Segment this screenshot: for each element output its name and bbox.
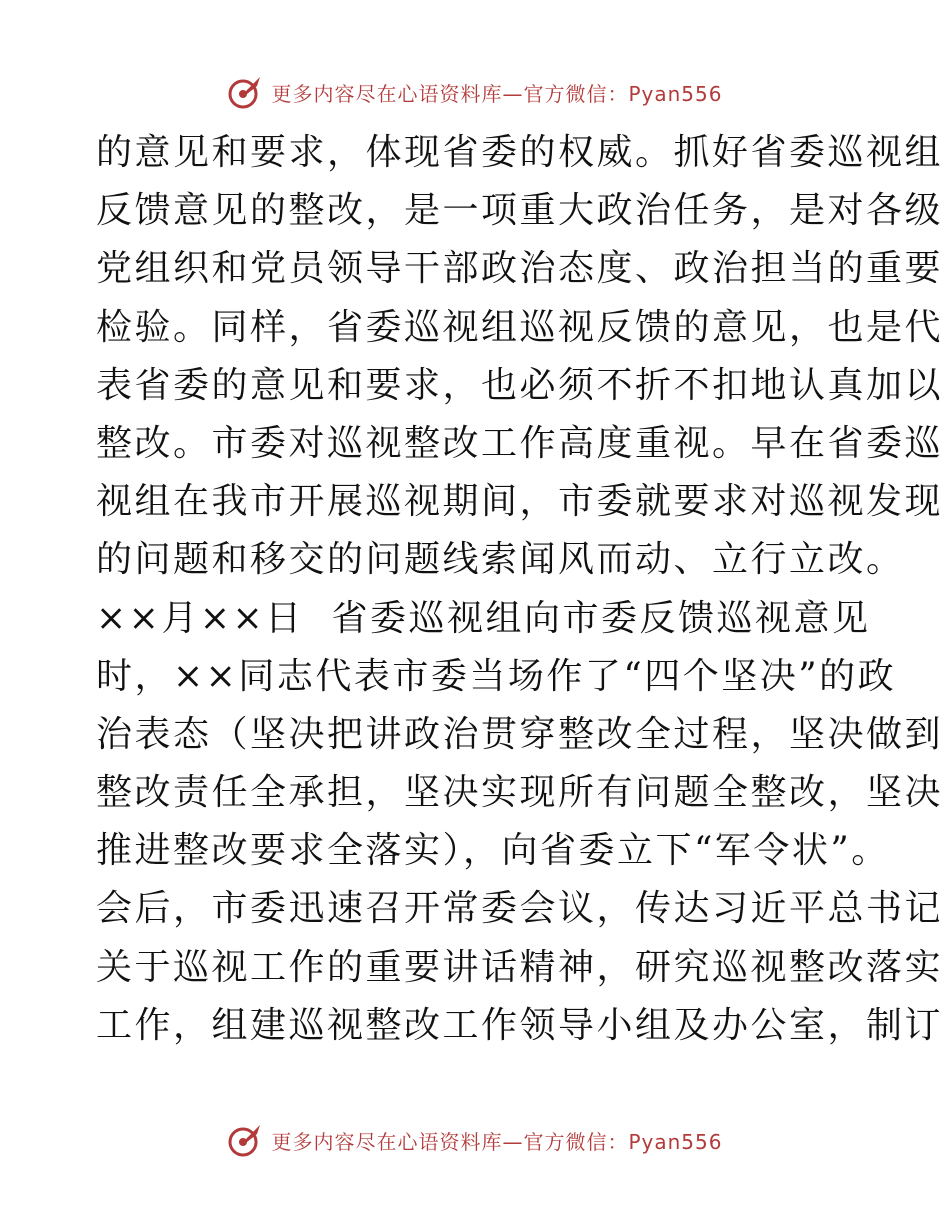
header-banner xyxy=(0,72,950,112)
text-line: 推进整改要求全落实），向省委立下“军令状”。 xyxy=(96,830,890,872)
quill-logo-icon xyxy=(227,74,263,110)
text-line: 时，××同志代表市委当场作了“四个坚决”的政 xyxy=(96,655,897,697)
text-line: 工作，组建巡视整改工作领导小组及办公室，制订 xyxy=(96,1004,944,1046)
header-banner-text: 更多内容尽在心语资料库—官方微信：Pyan556 xyxy=(271,81,723,106)
text-line: 党组织和党员领导干部政治态度、政治担当的重要 xyxy=(96,248,944,290)
text-line: 检验。同样，省委巡视组巡视反馈的意见，也是代 xyxy=(96,306,944,348)
footer-banner xyxy=(0,1120,950,1160)
text-line: 治表态（坚决把讲政治贯穿整改全过程，坚决做到 xyxy=(96,713,944,755)
text-line: 关于巡视工作的重要讲话精神，研究巡视整改落实 xyxy=(96,946,944,988)
text-line: 的问题和移交的问题线索闻风而动、立行立改。 xyxy=(96,539,905,581)
text-line: 整改责任全承担，坚决实现所有问题全整改，坚决 xyxy=(96,772,944,814)
text-line: 整改。市委对巡视整改工作高度重视。早在省委巡 xyxy=(96,422,944,464)
text-line: 反馈意见的整改，是一项重大政治任务，是对各级 xyxy=(96,190,944,232)
document-body xyxy=(96,124,944,1055)
text-line: ××月××日 省委巡视组向市委反馈巡视意见 xyxy=(96,597,871,639)
text-line: 的意见和要求，体现省委的权威。抓好省委巡视组 xyxy=(96,132,944,173)
text-line: 视组在我市开展巡视期间，市委就要求对巡视发现 xyxy=(96,481,944,523)
text-line: 会后，市委迅速召开常委会议，传达习近平总书记 xyxy=(96,888,944,930)
text-line: 表省委的意见和要求，也必须不折不扣地认真加以 xyxy=(96,364,944,406)
quill-logo-icon xyxy=(227,1122,263,1158)
footer-banner-text: 更多内容尽在心语资料库—官方微信：Pyan556 xyxy=(271,1129,723,1154)
